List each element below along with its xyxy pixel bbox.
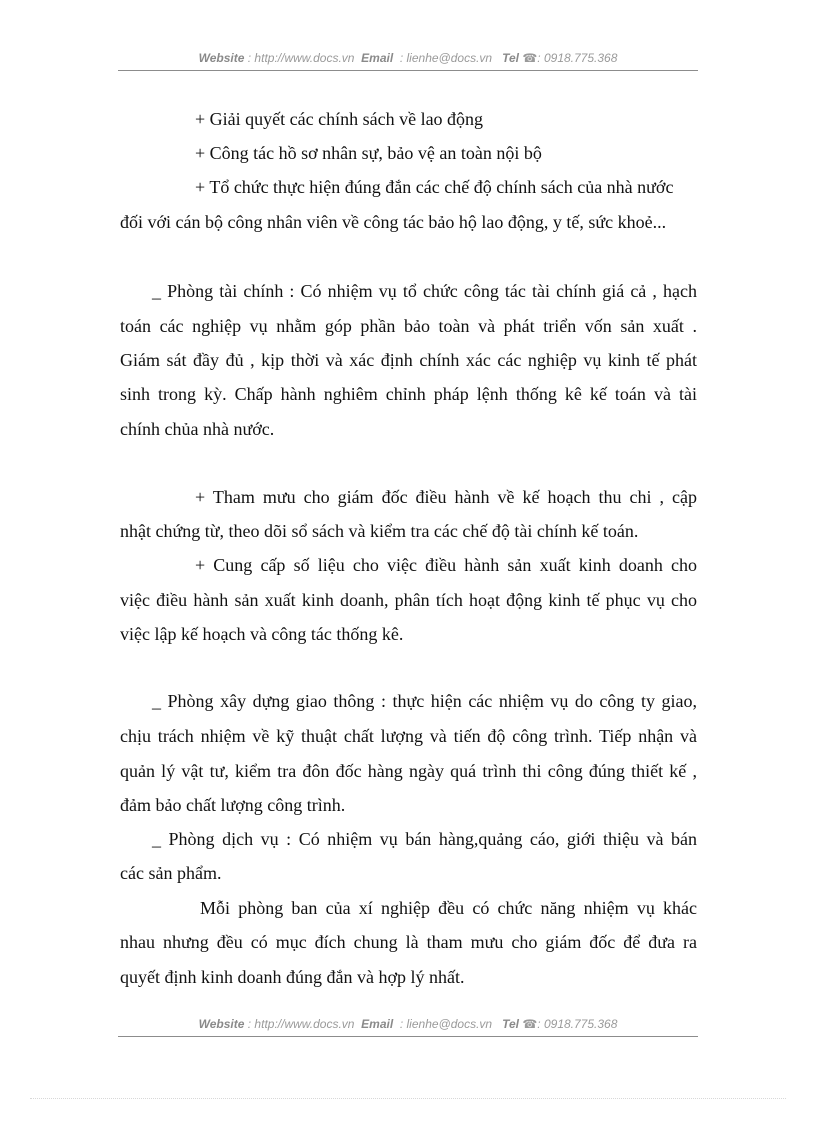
- footer-divider: [118, 1036, 698, 1037]
- text-line: + Tham mưu cho giám đốc điều hành về kế hoạch thu chi , cập: [195, 487, 697, 507]
- header-website-value: : http://www.docs.vn: [247, 51, 355, 65]
- text-line: việc điều hành sản xuất kinh doanh, phân tích hoạt động kinh tế phục vụ cho: [120, 590, 697, 610]
- phone-icon: ☎: [522, 51, 538, 65]
- text-line: Giám sát đầy đủ , kịp thời và xác định chính xác các nghiệp vụ kinh tế phát: [120, 350, 697, 370]
- text-line: toán các nghiệp vụ nhằm góp phần bảo toàn và phát triển vốn sản xuất .: [120, 316, 697, 336]
- text-line: quyết định kinh doanh đúng đắn và hợp lý nhất.: [120, 967, 465, 987]
- text-line: + Cung cấp số liệu cho việc điều hành sản xuất kinh doanh cho: [195, 555, 697, 575]
- text-line: chịu trách nhiệm về kỹ thuật chất lượng và tiến độ công trình. Tiếp nhận và: [120, 726, 697, 746]
- text-line: _ Phòng tài chính : Có nhiệm vụ tổ chức công tác tài chính giá cả , hạch: [152, 281, 697, 301]
- header-tel-label: Tel: [502, 51, 519, 65]
- text-line: quản lý vật tư, kiểm tra đôn đốc hàng ngày quá trình thi công đúng thiết kế ,: [120, 761, 697, 781]
- footer-website-label: Website: [198, 1017, 245, 1031]
- text-line: Mỗi phòng ban của xí nghiệp đều có chức năng nhiệm vụ khác: [200, 898, 697, 918]
- phone-icon: ☎: [522, 1017, 538, 1031]
- text-line: sinh trong kỳ. Chấp hành nghiêm chỉnh pháp lệnh thống kê kế toán và tài: [120, 384, 697, 404]
- text-line: chính chủa nhà nước.: [120, 419, 275, 439]
- text-line: nhật chứng từ, theo dõi sổ sách và kiểm tra các chế độ tài chính kế toán.: [120, 521, 639, 541]
- footer-website-value: : http://www.docs.vn: [247, 1017, 355, 1031]
- text-line: _ Phòng dịch vụ : Có nhiệm vụ bán hàng,quảng cáo, giới thiệu và bán: [152, 829, 697, 849]
- page-header: [118, 51, 698, 65]
- header-email-value: : lienhe@docs.vn: [399, 51, 493, 65]
- footer-tel-label: Tel: [502, 1017, 519, 1031]
- header-divider: [118, 70, 698, 71]
- text-line: đảm bảo chất lượng công trình.: [120, 795, 346, 815]
- header-website-label: Website: [198, 51, 245, 65]
- footer-tel-value: : 0918.775.368: [537, 1017, 618, 1031]
- header-tel-value: : 0918.775.368: [537, 51, 618, 65]
- text-line: đối với cán bộ công nhân viên về công tác bảo hộ lao động, y tế, sức khoẻ...: [120, 212, 667, 232]
- footer-email-value: : lienhe@docs.vn: [399, 1017, 493, 1031]
- header-email-label: Email: [361, 51, 394, 65]
- text-line: việc lập kế hoạch và công tác thống kê.: [120, 624, 404, 644]
- page-footer: [118, 1017, 698, 1031]
- footer-email-label: Email: [361, 1017, 394, 1031]
- page-bottom-border: [30, 1098, 786, 1099]
- text-line: + Giải quyết các chính sách về lao động: [195, 109, 484, 129]
- text-line: + Tổ chức thực hiện đúng đắn các chế độ chính sách của nhà nước: [195, 177, 674, 197]
- text-line: + Công tác hồ sơ nhân sự, bảo vệ an toàn nội bộ: [195, 143, 542, 163]
- text-line: nhau nhưng đều có mục đích chung là tham mưu cho giám đốc để đưa ra: [120, 932, 697, 952]
- text-line: các sản phẩm.: [120, 863, 222, 883]
- text-line: _ Phòng xây dựng giao thông : thực hiện các nhiệm vụ do công ty giao,: [152, 691, 697, 711]
